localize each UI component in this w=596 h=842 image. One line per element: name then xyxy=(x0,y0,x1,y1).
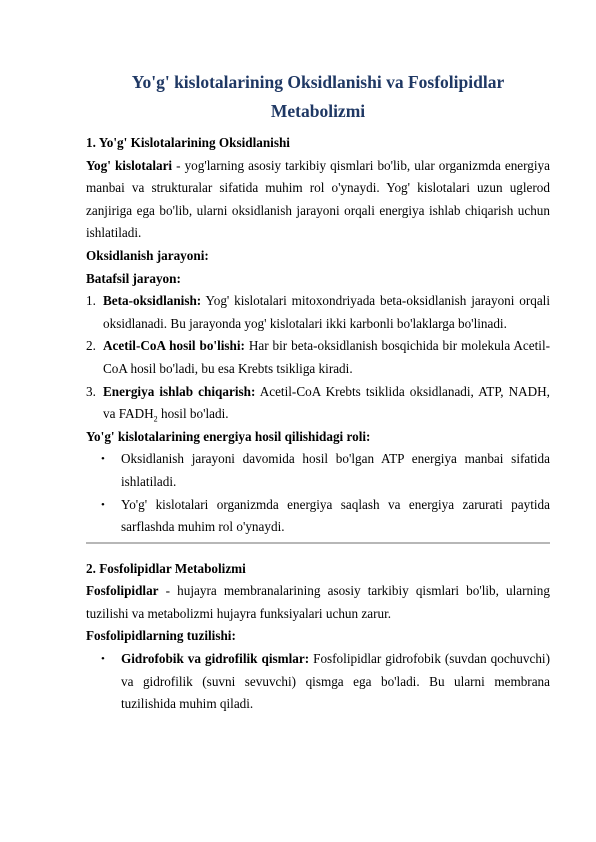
step-text: Har bir beta-oksidlanish bosqichida bir molekula Acetil-CoA hosil bo'ladi, bu esa Krebts tsikliga kiradi. xyxy=(103,338,550,376)
list-number: 1. xyxy=(86,293,96,309)
step-term: Energiya ishlab chiqarish: xyxy=(103,383,256,399)
structure-heading: Fosfolipidlarning tuzilishi: xyxy=(86,628,236,644)
list-item xyxy=(86,648,550,716)
section-1-heading: 1. Yo'g' Kislotalarining Oksidlanishi xyxy=(86,135,290,150)
section-divider xyxy=(86,542,550,544)
intro-term: Fosfolipidlar xyxy=(86,583,159,599)
step-term: Beta-oksidlanish: xyxy=(103,293,202,309)
bullet-text: Yo'g' kislotalari organizmda energiya saqlash va energiya zarurati paytida sarflashda muhim rol o'ynaydi. xyxy=(121,496,550,535)
step-text: Acetil-CoA Krebts tsiklida oksidlanadi, ATP, NADH, va FADH xyxy=(103,383,550,422)
bullet-icon: • xyxy=(101,498,105,511)
step-text: Yog' kislotalari mitoxondriyada beta-oksidlanish jarayoni orqali oksidlanadi. Bu jarayonda yog' kislotalari ikki karbonli bo'laklarga bo'linadi. xyxy=(103,293,550,331)
item-text: Fosfolipidlar gidrofobik (suvdan qochuvchi) va gidrofilik (suvni sevuvchi) qismga ega bo'ladi. Bu ularni membrana tuzilishida muhim qiladi. xyxy=(121,651,550,712)
energy-role-list xyxy=(86,448,550,538)
oxidation-steps-list xyxy=(86,290,550,426)
list-item xyxy=(86,335,550,380)
oxidation-process-heading: Oksidlanish jarayoni: xyxy=(86,247,209,263)
list-item xyxy=(86,494,550,539)
step-term: Acetil-CoA hosil bo'lishi: xyxy=(103,338,245,354)
list-number: 3. xyxy=(86,383,96,399)
section-1-intro xyxy=(86,155,550,245)
bullet-icon: • xyxy=(101,453,105,466)
intro-text: - hujayra membranalarining asosiy tarkibiy qismlari bo'lib, ularning tuzilishi va metabolizmi hujayra funksiyalari uchun zarur. xyxy=(86,583,550,621)
bullet-text: Oksidlanish jarayoni davomida hosil bo'lgan ATP energiya manbai sifatida ishlatiladi. xyxy=(121,451,550,489)
bullet-icon: • xyxy=(101,653,105,666)
section-2-intro xyxy=(86,580,550,625)
list-item xyxy=(86,381,550,426)
list-number: 2. xyxy=(86,338,96,354)
step-text-end: hosil bo'ladi. xyxy=(157,406,229,422)
intro-term: Yog' kislotalari xyxy=(86,157,173,173)
energy-role-heading: Yo'g' kislotalarining energiya hosil qilishidagi roli: xyxy=(86,428,371,444)
list-item xyxy=(86,448,550,493)
structure-list xyxy=(86,648,550,716)
item-term: Gidrofobik va gidrofilik qismlar: xyxy=(121,651,310,667)
document-title: Yo'g' kislotalarining Oksidlanishi va Fosfolipidlar Metabolizmi xyxy=(131,72,505,121)
detailed-process-heading: Batafsil jarayon: xyxy=(86,270,181,286)
intro-text: - yog'larning asosiy tarkibiy qismlari bo'lib, ular organizmda energiya manbai va strukturalar sifatida muhim rol o'ynaydi. Yog' kislotalari uzun uglerod zanjiriga ega bo'lib, ularni oksidlanish jarayoni orqali energiya ishlab chiqarish uchun ishlatiladi. xyxy=(86,157,551,241)
section-2-heading: 2. Fosfolipidlar Metabolizmi xyxy=(86,560,246,576)
list-item xyxy=(86,290,550,335)
subscript: 2 xyxy=(153,414,158,424)
